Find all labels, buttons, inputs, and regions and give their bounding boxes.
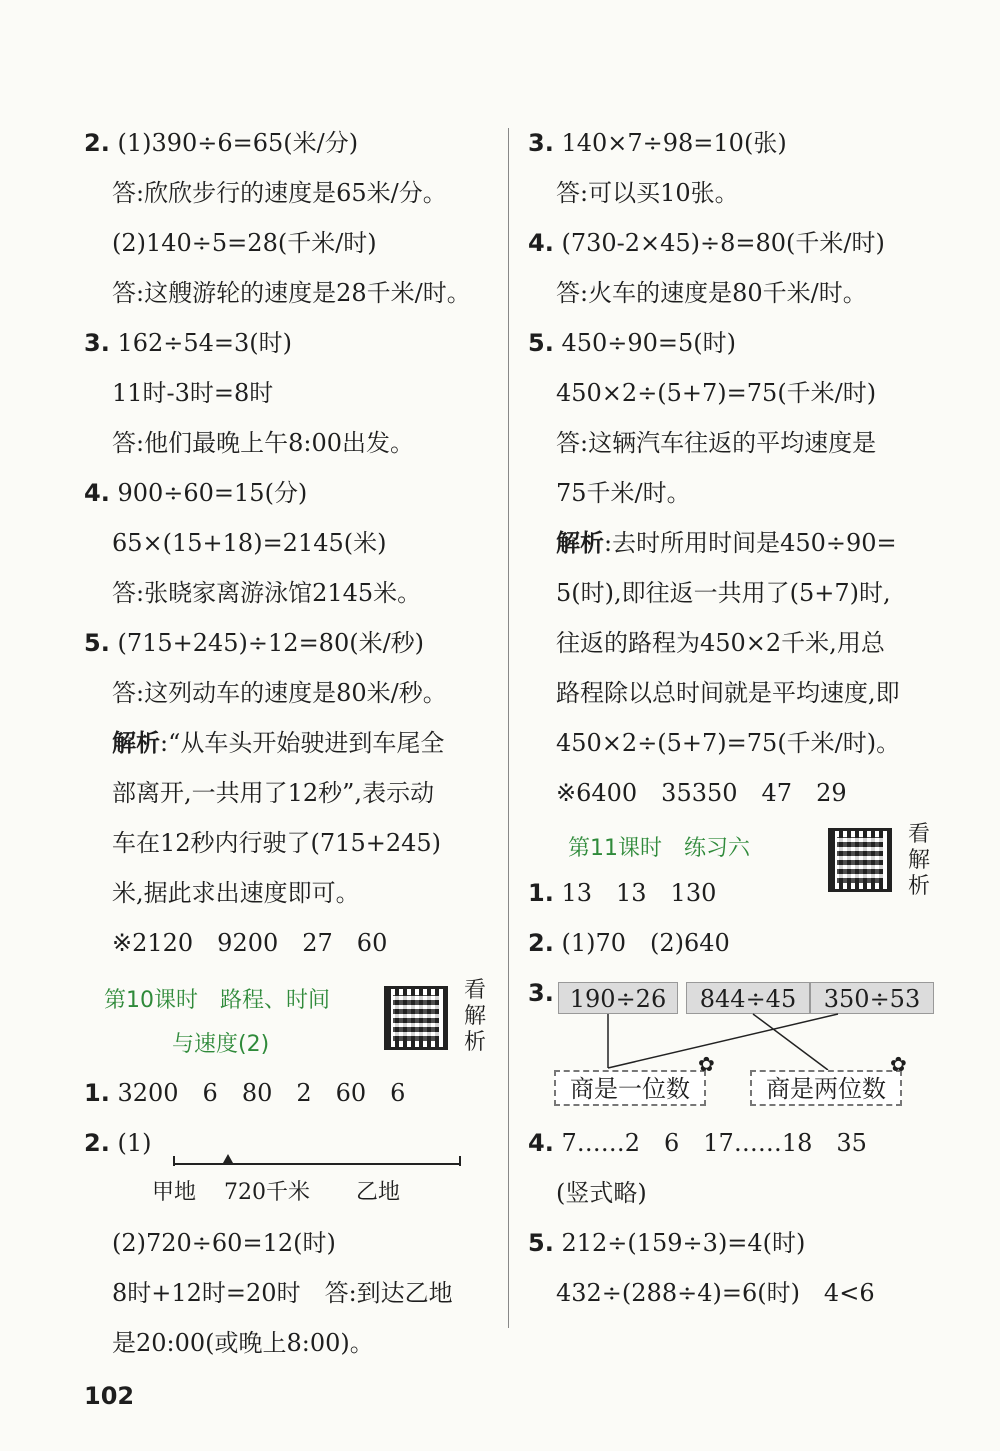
distance-diagram: [84, 1178, 499, 1228]
analysis-label: 解析: [556, 529, 604, 557]
qr-label: 看解析: [464, 978, 487, 1055]
text-line: [84, 878, 499, 928]
line-text: 450÷90=5(时): [561, 329, 737, 357]
lesson11-header: [528, 822, 943, 928]
question-number: 4.: [528, 1129, 554, 1157]
lesson11-title: 第11课时 练习六: [568, 836, 750, 861]
line-segment-diagram: [170, 1150, 470, 1172]
line-text: 部离开,一共用了12秒”,表示动: [112, 779, 435, 807]
right-tail-lines: [528, 1128, 943, 1328]
line-text: 140×7÷98=10(张): [561, 129, 787, 157]
text-line: [84, 228, 499, 278]
line-text: 米,据此求出速度即可。: [112, 879, 360, 907]
question-number: 3.: [528, 129, 554, 157]
text-line: [528, 778, 943, 828]
text-line: [528, 728, 943, 778]
question-number: 5.: [528, 1229, 554, 1257]
right-lines: [528, 128, 943, 828]
text-line: [528, 1228, 943, 1278]
text-line: [528, 1278, 943, 1328]
line-text: ※6400 35350 47 29: [556, 779, 847, 807]
flower-icon: ✿: [890, 1052, 907, 1076]
text-line: [528, 1178, 943, 1228]
text-line: [84, 1228, 499, 1278]
question-number: 2.: [84, 1129, 110, 1157]
text-line: [528, 278, 943, 328]
text-line: [84, 928, 499, 978]
line-text: 13 13 130: [561, 879, 717, 907]
line-text: 3200 6 80 2 60 6: [117, 1079, 406, 1107]
line-text: 是20:00(或晚上8:00)。: [112, 1329, 374, 1357]
text-line: [84, 628, 499, 678]
analysis-label: 解析: [112, 729, 160, 757]
line-text: (1)390÷6=65(米/分): [117, 129, 359, 157]
text-line: [84, 678, 499, 728]
flower-icon: ✿: [698, 1052, 715, 1076]
line-text: :去时所用时间是450÷90=: [604, 529, 897, 557]
question-number: 1.: [84, 1079, 110, 1107]
line-text: 900÷60=15(分): [117, 479, 308, 507]
text-line: [528, 328, 943, 378]
qr-label: 看解析: [908, 822, 931, 899]
text-line: [84, 578, 499, 628]
text-line: [84, 1278, 499, 1328]
text-line: [84, 828, 499, 878]
text-line: [84, 728, 499, 778]
line-text: 7……2 6 17……18 35: [561, 1129, 867, 1157]
left-column: [84, 128, 499, 1378]
line-text: 答:欣欣步行的速度是65米/分。: [112, 179, 447, 207]
qr-code-icon[interactable]: [828, 828, 892, 892]
line-text: :“从车头开始驶进到车尾全: [160, 729, 445, 757]
line-text: 答:这艘游轮的速度是28千米/时。: [112, 279, 471, 307]
text-line: [84, 528, 499, 578]
text-line: [84, 1328, 499, 1378]
text-line: [84, 428, 499, 478]
text-line: [528, 928, 943, 978]
text-line: [84, 128, 499, 178]
question-number: 3.: [84, 329, 110, 357]
line-text: 5(时),即往返一共用了(5+7)时,: [556, 579, 891, 607]
line-text: 450×2÷(5+7)=75(千米/时)。: [556, 729, 901, 757]
page-number: 102: [84, 1382, 135, 1410]
text-line: [528, 628, 943, 678]
text-line: [84, 328, 499, 378]
line-text: 432÷(288÷4)=6(时) 4<6: [556, 1279, 875, 1307]
question-number: 5.: [528, 329, 554, 357]
line-text: 车在12秒内行驶了(715+245): [112, 829, 441, 857]
text-line: [84, 778, 499, 828]
left-lines: [84, 128, 499, 978]
line-text: 答:张晓家离游泳馆2145米。: [112, 579, 422, 607]
matching-number: 3.: [528, 979, 554, 1007]
text-line: [84, 1078, 499, 1128]
expression-box-1: 190÷26: [558, 982, 678, 1014]
line-text: 75千米/时。: [556, 479, 691, 507]
answer-box-1: 商是一位数: [554, 1070, 706, 1106]
text-line: [528, 428, 943, 478]
question-number: 2.: [528, 929, 554, 957]
expression-box-3: 350÷53: [810, 982, 934, 1014]
diagram-left-label: 甲地: [152, 1180, 197, 1205]
text-line: [84, 378, 499, 428]
line-text: 路程除以总时间就是平均速度,即: [556, 679, 900, 707]
line-text: (1): [117, 1129, 152, 1157]
line-text: ※2120 9200 27 60: [112, 929, 388, 957]
text-line: [84, 178, 499, 228]
diagram-right-label: 乙地: [356, 1180, 401, 1205]
line-text: 答:这列动车的速度是80米/秒。: [112, 679, 447, 707]
qr-code-icon[interactable]: [384, 986, 448, 1050]
column-divider: [508, 128, 509, 1328]
line-text: (2)720÷60=12(时): [112, 1229, 336, 1257]
text-line: [528, 578, 943, 628]
text-line: [528, 178, 943, 228]
line-text: 往返的路程为450×2千米,用总: [556, 629, 885, 657]
matching-exercise: [528, 978, 943, 1128]
position-marker-icon: [223, 1154, 233, 1163]
line-text: (730-2×45)÷8=80(千米/时): [561, 229, 885, 257]
line-text: 答:这辆汽车往返的平均速度是: [556, 429, 877, 457]
text-line: [528, 128, 943, 178]
question-number: 4.: [528, 229, 554, 257]
text-line: [84, 278, 499, 328]
match-line-3: [753, 1014, 828, 1070]
text-line: [528, 678, 943, 728]
match-line-2: [608, 1014, 838, 1068]
question-number: 4.: [84, 479, 110, 507]
question-number: 2.: [84, 129, 110, 157]
line-text: (竖式略): [556, 1179, 647, 1207]
line-text: 11时-3时=8时: [112, 379, 274, 407]
text-line: [528, 228, 943, 278]
line-text: 8时+12时=20时 答:到达乙地: [112, 1279, 453, 1307]
expression-box-2: 844÷45: [686, 982, 810, 1014]
line-text: 450×2÷(5+7)=75(千米/时): [556, 379, 877, 407]
line-text: 162÷54=3(时): [117, 329, 293, 357]
right-column: [528, 128, 943, 1328]
line-text: 答:他们最晚上午8:00出发。: [112, 429, 414, 457]
text-line: [528, 528, 943, 578]
answer-box-2: 商是两位数: [750, 1070, 902, 1106]
line-text: (2)140÷5=28(千米/时): [112, 229, 377, 257]
left-tail-lines: [84, 1228, 499, 1378]
diagram-middle-label: 720千米: [224, 1180, 310, 1205]
lesson10-title-line1: 第10课时 路程、时间: [104, 988, 330, 1013]
text-line: [528, 1128, 943, 1178]
line-text: 65×(15+18)=2145(米): [112, 529, 387, 557]
lesson10-header: [84, 978, 499, 1078]
line-text: 答:火车的速度是80千米/时。: [556, 279, 867, 307]
text-line: [528, 478, 943, 528]
line-text: 答:可以买10张。: [556, 179, 739, 207]
text-line: [84, 478, 499, 528]
line-text: (715+245)÷12=80(米/秒): [117, 629, 425, 657]
question-number: 1.: [528, 879, 554, 907]
text-line: [528, 378, 943, 428]
line-text: 212÷(159÷3)=4(时): [561, 1229, 806, 1257]
lesson10-title-line2: 与速度(2): [172, 1032, 270, 1057]
line-text: (1)70 (2)640: [561, 929, 730, 957]
question-number: 5.: [84, 629, 110, 657]
